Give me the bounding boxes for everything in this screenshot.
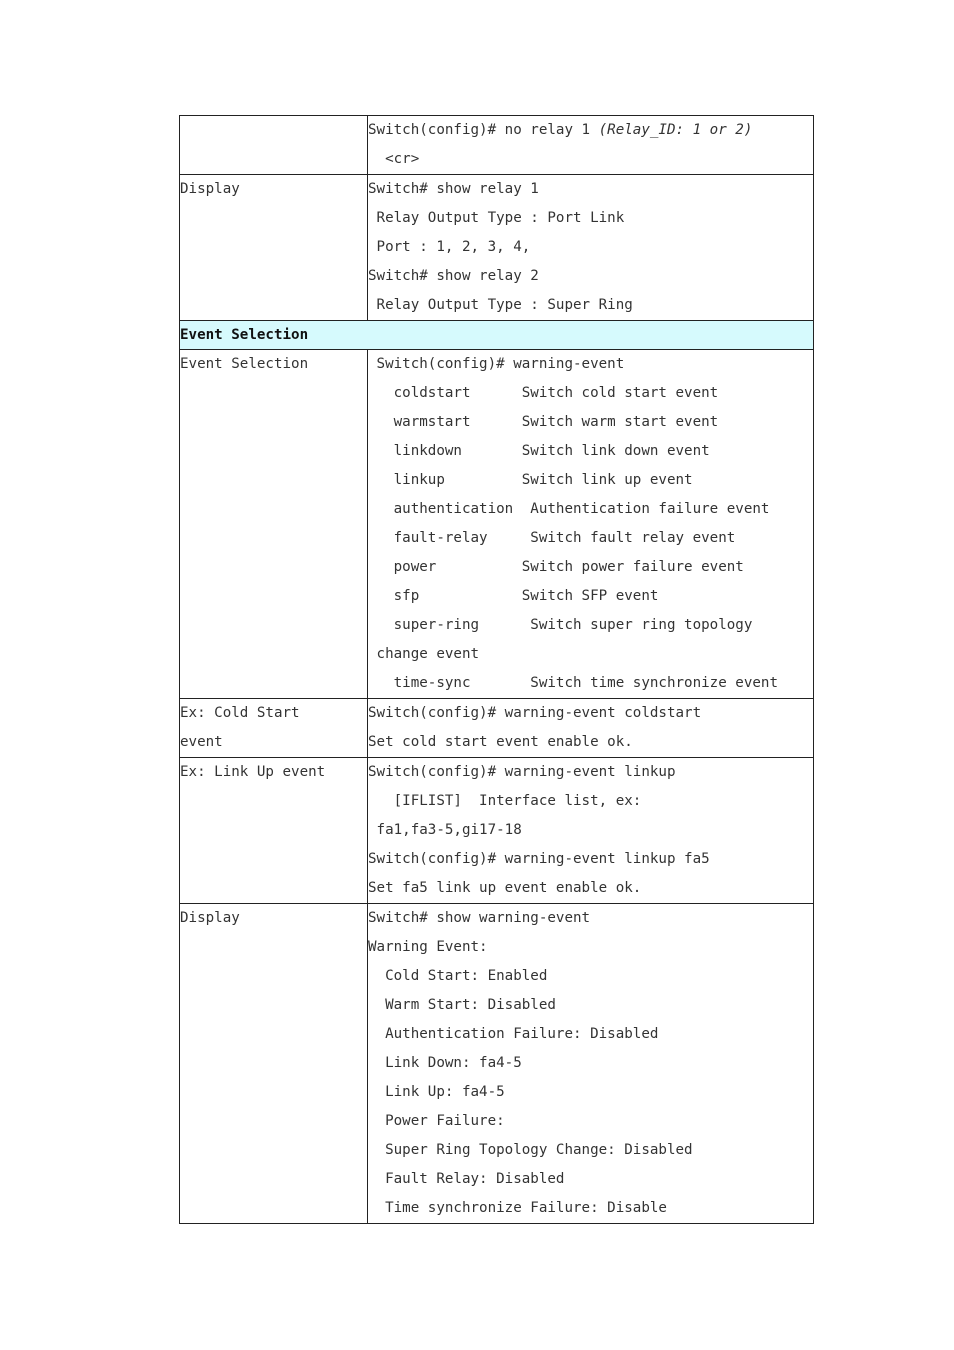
command-line: [IFLIST] Interface list, ex:	[368, 793, 642, 809]
label-cell	[180, 116, 368, 175]
command-line: Set fa5 link up event enable ok.	[368, 880, 642, 896]
command-table	[179, 115, 814, 1224]
row-label: Ex: Cold Start	[180, 705, 300, 721]
label-cell	[180, 758, 368, 904]
command-line: authentication Authentication failure event	[368, 501, 770, 517]
command-line: Warm Start: Disabled	[368, 997, 556, 1013]
label-cell	[180, 904, 368, 1224]
command-cell	[368, 758, 814, 904]
command-line: Switch(config)# warning-event linkup fa5	[368, 851, 710, 867]
section-title: Event Selection	[180, 321, 814, 350]
row-link-up-example	[180, 758, 814, 904]
label-cell	[180, 350, 368, 699]
row-label: Ex: Link Up event	[180, 764, 326, 780]
command-line: Authentication Failure: Disabled	[368, 1026, 659, 1042]
command-line: Switch(config)# warning-event linkup	[368, 764, 676, 780]
label-cell	[180, 175, 368, 321]
command-line: Link Up: fa4-5	[368, 1084, 505, 1100]
command-line: Switch# show warning-event	[368, 910, 591, 926]
command-line: warmstart Switch warm start event	[368, 414, 719, 430]
command-line: Relay Output Type : Port Link	[368, 210, 625, 226]
command-line: coldstart Switch cold start event	[368, 385, 719, 401]
command-line: linkup Switch link up event	[368, 472, 693, 488]
row-label: Event Selection	[180, 356, 309, 372]
command-line: Switch(config)# warning-event coldstart	[368, 705, 702, 721]
command-line: <cr>	[368, 151, 420, 167]
command-line: super-ring Switch super ring topology	[368, 617, 753, 633]
command-cell	[368, 116, 814, 175]
command-line: Switch(config)# no relay 1 (Relay_ID: 1 or 2)	[368, 122, 753, 138]
command-line: linkdown Switch link down event	[368, 443, 710, 459]
command-line: sfp Switch SFP event	[368, 588, 659, 604]
section-header-row	[180, 321, 814, 350]
command-line: Super Ring Topology Change: Disabled	[368, 1142, 693, 1158]
command-line: Warning Event:	[368, 939, 488, 955]
command-cell	[368, 175, 814, 321]
command-line: Cold Start: Enabled	[368, 968, 548, 984]
command-line: Time synchronize Failure: Disable	[368, 1200, 667, 1216]
command-cell	[368, 699, 814, 758]
command-line: Switch(config)# warning-event	[368, 356, 625, 372]
command-cell	[368, 904, 814, 1224]
relay-id-note: (Relay_ID: 1 or 2)	[598, 122, 753, 138]
row-label: Display	[180, 181, 240, 197]
command-line: change event	[368, 646, 480, 662]
command-line: fault-relay Switch fault relay event	[368, 530, 736, 546]
command-line: Switch# show relay 2	[368, 268, 539, 284]
command-line: Port : 1, 2, 3, 4,	[368, 239, 531, 255]
command-line: power Switch power failure event	[368, 559, 744, 575]
row-label: Display	[180, 910, 240, 926]
command-line: Set cold start event enable ok.	[368, 734, 633, 750]
row-label: event	[180, 734, 223, 750]
command-line: Relay Output Type : Super Ring	[368, 297, 633, 313]
command-line: Link Down: fa4-5	[368, 1055, 522, 1071]
command-line: fa1,fa3-5,gi17-18	[368, 822, 522, 838]
command-line: Fault Relay: Disabled	[368, 1171, 565, 1187]
command-line: time-sync Switch time synchronize event	[368, 675, 778, 691]
label-cell	[180, 699, 368, 758]
row-display-warning	[180, 904, 814, 1224]
row-display-relay	[180, 175, 814, 321]
row-no-relay	[180, 116, 814, 175]
row-cold-start-example	[180, 699, 814, 758]
command-line: Switch# show relay 1	[368, 181, 539, 197]
row-event-selection	[180, 350, 814, 699]
command-cell	[368, 350, 814, 699]
command-line: Power Failure:	[368, 1113, 505, 1129]
